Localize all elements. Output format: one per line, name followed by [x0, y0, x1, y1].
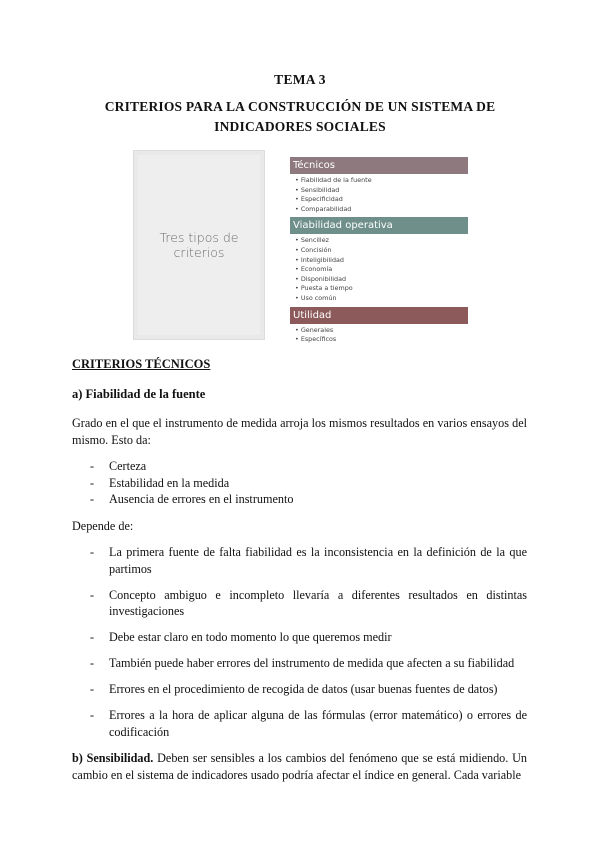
category-item: • Específicos	[295, 335, 468, 345]
list-item: - Certeza	[72, 458, 527, 475]
figure-categories	[290, 157, 468, 348]
list-item: - Estabilidad en la medida	[72, 475, 527, 492]
category-item: • Comparabilidad	[295, 205, 468, 215]
intro-paragraph: Grado en el que el instrumento de medida arroja los mismos resultados en varios ensayos del mismo. Esto da:	[72, 416, 527, 447]
sources-list	[72, 544, 527, 740]
list-item: - Errores en el procedimiento de recogida de datos (usar buenas fuentes de datos)	[72, 681, 527, 698]
category-item: • Uso común	[295, 294, 468, 304]
list-item: - Ausencia de errores en el instrumento	[72, 491, 527, 508]
category-bar: Viabilidad operativa	[290, 217, 468, 234]
category-item: • Economía	[295, 265, 468, 275]
category-bar: Utilidad	[290, 307, 468, 324]
sensibilidad-text: Deben ser sensibles a los cambios del fenómeno que se está midiendo. Un cambio en el sistema de indicadores usado podría afectar el índice en general. Cada variable	[72, 751, 527, 782]
category-item: • Sensibilidad	[295, 186, 468, 196]
list-item: - Errores a la hora de aplicar alguna de las fórmulas (error matemático) o errores de codificación	[72, 707, 527, 740]
depende-paragraph: Depende de:	[72, 518, 134, 533]
category-item: • Generales	[295, 326, 468, 336]
list-item: - La primera fuente de falta fiabilidad es la inconsistencia en la definición de la que partimos	[72, 544, 527, 577]
list-item: - Concepto ambiguo e incompleto llevaría a diferentes resultados en distintas investigaciones	[72, 587, 527, 620]
figure-left-label: Tres tipos de criterios	[159, 230, 239, 260]
benefits-list	[72, 458, 527, 508]
tema-heading: TEMA 3	[274, 72, 326, 87]
list-item: - Debe estar claro en todo momento lo que queremos medir	[72, 629, 527, 646]
section-heading: CRITERIOS TÉCNICOS	[72, 357, 211, 371]
category-item: • Puesta a tiempo	[295, 284, 468, 294]
category-item: • Sencillez	[295, 236, 468, 246]
category-viabilidad	[290, 217, 468, 306]
category-items	[290, 324, 468, 348]
category-items	[290, 234, 468, 306]
category-item: • Inteligibilidad	[295, 256, 468, 266]
category-bar: Técnicos	[290, 157, 468, 174]
category-items	[290, 174, 468, 217]
list-item: - También puede haber errores del instrumento de medida que afecten a su fiabilidad	[72, 655, 527, 672]
figure-left-panel	[133, 150, 265, 340]
category-utilidad	[290, 307, 468, 348]
category-tecnicos	[290, 157, 468, 217]
category-item: • Concisión	[295, 246, 468, 256]
category-item: • Disponibilidad	[295, 275, 468, 285]
sub-heading: a) Fiabilidad de la fuente	[72, 386, 206, 401]
criteria-figure	[133, 150, 468, 344]
category-item: • Fiabilidad de la fuente	[295, 176, 468, 186]
sensibilidad-paragraph	[72, 750, 527, 783]
category-item: • Especificidad	[295, 195, 468, 205]
document-title: CRITERIOS PARA LA CONSTRUCCIÓN DE UN SISTEMA DE INDICADORES SOCIALES	[104, 99, 496, 134]
sensibilidad-label: b) Sensibilidad.	[72, 751, 154, 765]
document-body	[72, 356, 527, 793]
